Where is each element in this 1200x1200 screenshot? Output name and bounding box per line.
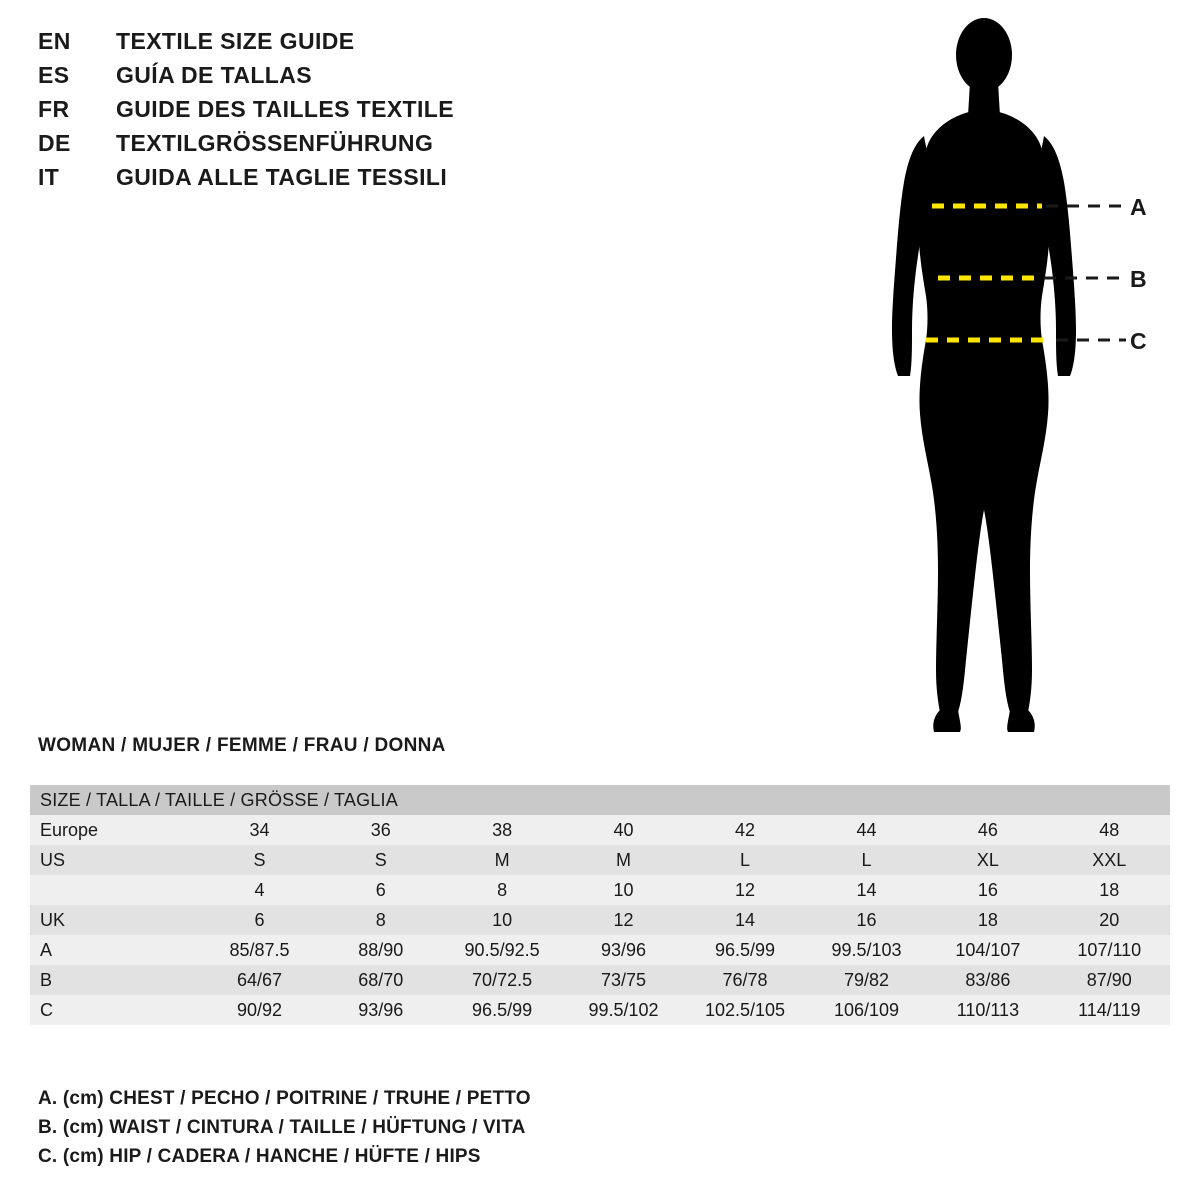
- cell: 96.5/99: [472, 999, 533, 1020]
- cell: 34: [249, 819, 270, 840]
- cell: 6: [254, 909, 265, 930]
- cell: 107/110: [1077, 939, 1142, 960]
- cell: 114/119: [1078, 999, 1141, 1020]
- title-row-es: [38, 62, 738, 96]
- cell: 8: [375, 909, 386, 930]
- cell: 73/75: [601, 969, 647, 990]
- cell: M: [494, 849, 510, 870]
- cell: 79/82: [843, 969, 890, 990]
- marker-label-a: A: [1130, 194, 1147, 220]
- cell: 68/70: [358, 969, 404, 990]
- table-row: [30, 905, 1170, 935]
- title-row-de: [38, 130, 738, 164]
- cell: 14: [856, 879, 877, 900]
- cell: 4: [254, 879, 265, 900]
- cell: 96.5/99: [714, 939, 776, 960]
- title-text-en: TEXTILE SIZE GUIDE: [116, 28, 355, 54]
- cell: 46: [977, 819, 998, 840]
- row-label-b: B: [40, 969, 53, 990]
- cell: 8: [497, 879, 508, 900]
- table-row: [30, 875, 1170, 905]
- cell: S: [253, 849, 266, 870]
- title-lang-de: DE: [38, 130, 71, 156]
- cell: XL: [976, 849, 999, 870]
- marker-label-b: B: [1130, 266, 1147, 292]
- cell: 110/113: [956, 999, 1020, 1020]
- title-row-en: [38, 28, 738, 62]
- cell: 88/90: [358, 939, 404, 960]
- cell: 90.5/92.5: [464, 939, 540, 960]
- title-lang-fr: FR: [38, 96, 70, 122]
- cell: L: [861, 849, 872, 870]
- cell: 18: [977, 909, 998, 930]
- cell: 87/90: [1086, 969, 1132, 990]
- legend-line-a: A. (cm) CHEST / PECHO / POITRINE / TRUHE / PETTO: [38, 1088, 531, 1109]
- table-row: [30, 935, 1170, 965]
- size-table: [30, 785, 1170, 1025]
- cell: 36: [370, 819, 391, 840]
- row-label-us: US: [40, 849, 66, 870]
- title-text-it: GUIDA ALLE TAGLIE TESSILI: [116, 164, 448, 190]
- body-figure: [860, 10, 1190, 750]
- cell: 10: [492, 909, 513, 930]
- cell: M: [616, 849, 632, 870]
- cell: 38: [492, 819, 513, 840]
- table-row: [30, 965, 1170, 995]
- table-row: [30, 995, 1170, 1025]
- cell: 70/72.5: [472, 969, 533, 990]
- cell: XXL: [1092, 849, 1127, 870]
- title-lang-it: IT: [38, 164, 60, 190]
- cell: 14: [735, 909, 756, 930]
- cell: 12: [613, 909, 634, 930]
- title-text-fr: GUIDE DES TAILLES TEXTILE: [116, 96, 454, 122]
- title-lang-es: ES: [38, 62, 70, 88]
- cell: 83/86: [965, 969, 1011, 990]
- row-label-c: C: [40, 999, 53, 1020]
- cell: 18: [1099, 879, 1120, 900]
- title-row-fr: [38, 96, 738, 130]
- cell: L: [740, 849, 751, 870]
- cell: 99.5/103: [831, 939, 902, 960]
- table-row: [30, 815, 1170, 845]
- cell: 93/96: [601, 939, 647, 960]
- section-heading: WOMAN / MUJER / FEMME / FRAU / DONNA: [38, 735, 446, 756]
- title-text-de: TEXTILGRÖSSENFÜHRUNG: [116, 130, 434, 156]
- cell: 16: [856, 909, 877, 930]
- title-text-es: GUÍA DE TALLAS: [116, 62, 312, 88]
- title-block: [38, 28, 738, 198]
- table-header-row: [30, 785, 1170, 815]
- table-row: [30, 845, 1170, 875]
- title-lang-en: EN: [38, 28, 71, 54]
- cell: 64/67: [237, 969, 283, 990]
- cell: 76/78: [722, 969, 768, 990]
- cell: 16: [977, 879, 998, 900]
- measurement-legend: [38, 1088, 531, 1175]
- row-label-europe: Europe: [40, 819, 99, 840]
- cell: 12: [735, 879, 756, 900]
- cell: 6: [375, 879, 386, 900]
- cell: 99.5/102: [588, 999, 659, 1020]
- cell: 90/92: [237, 999, 283, 1020]
- row-label-a: A: [40, 939, 53, 960]
- female-silhouette-icon: [860, 10, 1190, 750]
- cell: 48: [1099, 819, 1120, 840]
- cell: 85/87.5: [229, 939, 290, 960]
- cell: 44: [856, 819, 877, 840]
- legend-line-b: B. (cm) WAIST / CINTURA / TAILLE / HÜFTUNG / VITA: [38, 1117, 526, 1138]
- table-header-cell: SIZE / TALLA / TAILLE / GRÖSSE / TAGLIA: [30, 785, 1170, 815]
- cell: 106/109: [833, 999, 900, 1020]
- marker-label-c: C: [1130, 328, 1147, 354]
- cell: S: [374, 849, 387, 870]
- cell: 102.5/105: [704, 999, 786, 1020]
- cell: 20: [1099, 909, 1120, 930]
- title-row-it: [38, 164, 738, 198]
- cell: 10: [613, 879, 634, 900]
- cell: 93/96: [358, 999, 404, 1020]
- cell: 40: [613, 819, 634, 840]
- cell: 104/107: [955, 939, 1021, 960]
- legend-line-c: C. (cm) HIP / CADERA / HANCHE / HÜFTE / HIPS: [38, 1146, 481, 1167]
- row-label-us-numeric: [30, 875, 199, 905]
- cell: 42: [735, 819, 756, 840]
- row-label-uk: UK: [40, 909, 66, 930]
